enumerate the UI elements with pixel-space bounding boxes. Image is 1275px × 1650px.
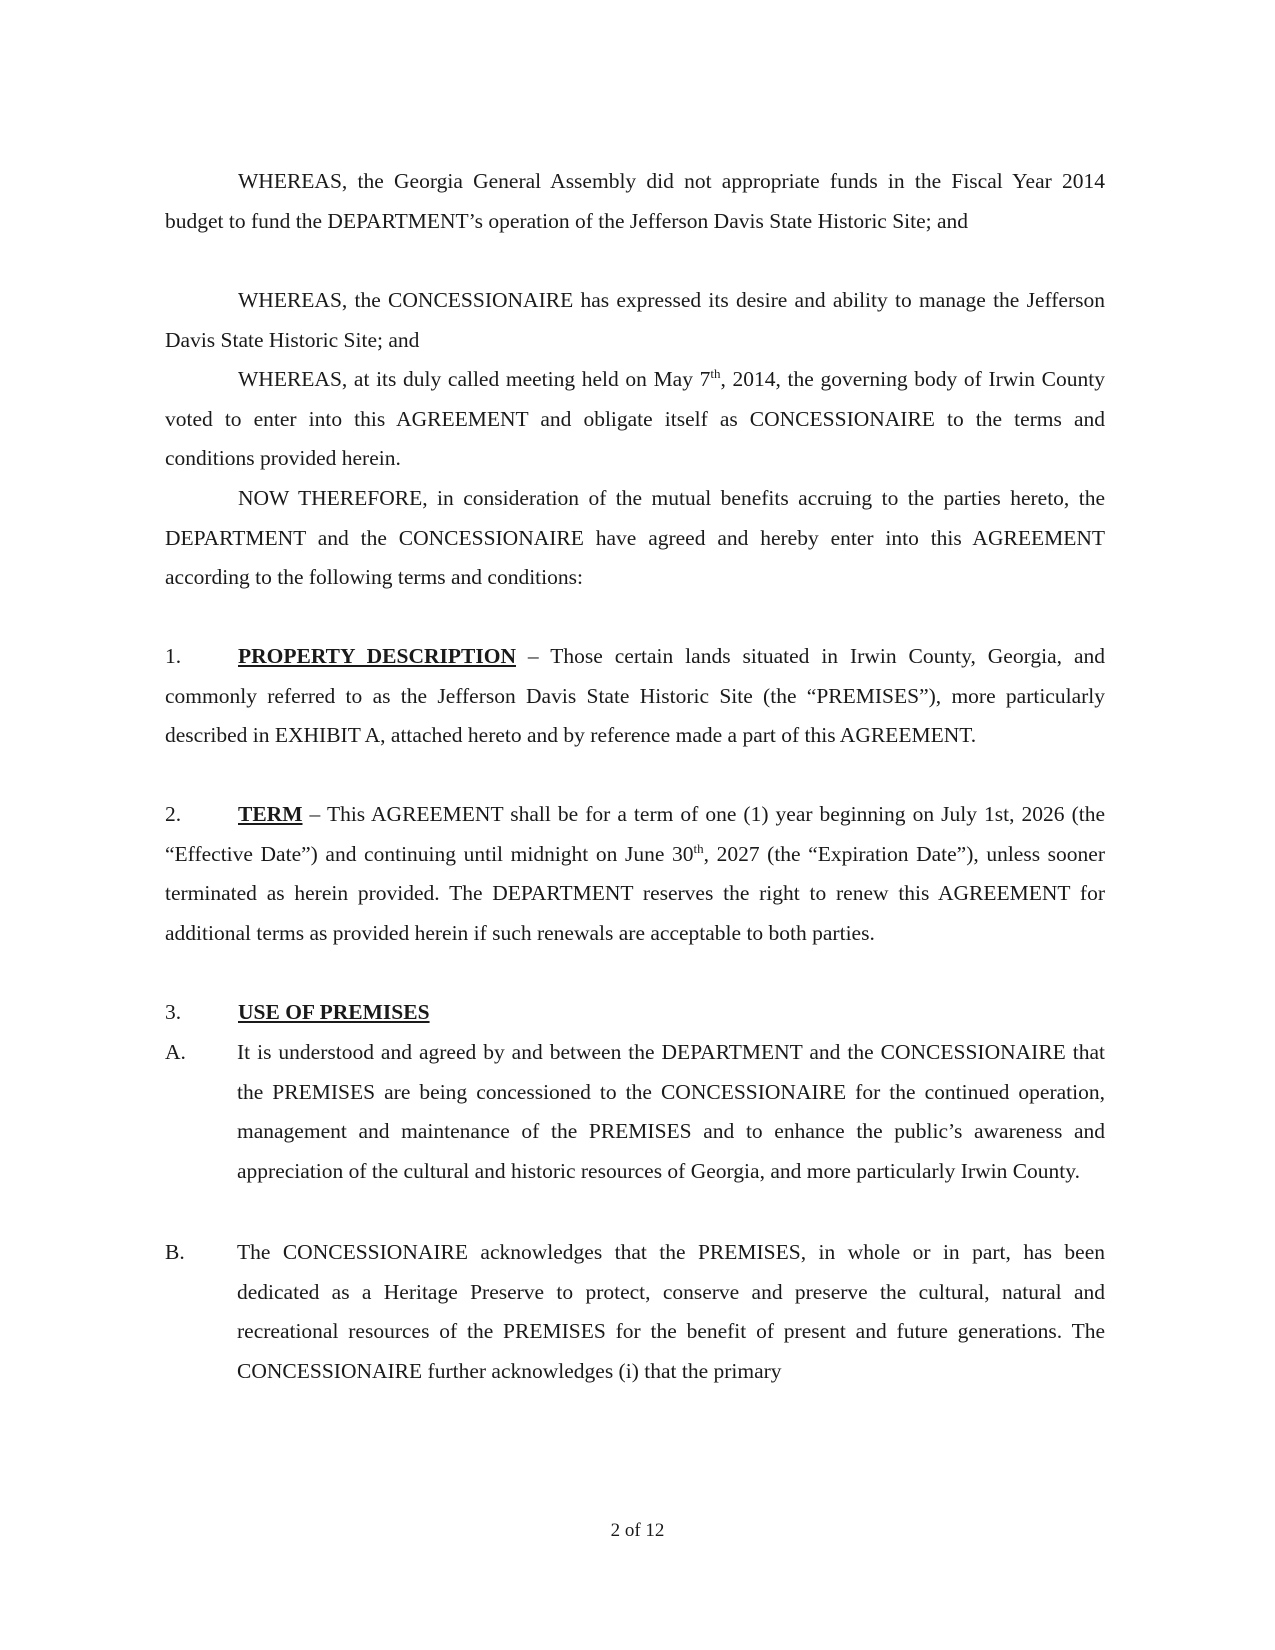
section-body-b: , 2027 (the “Expiration Date”), unless sooner terminated as herein provided. The DEPARTMENT reserves the right to renew this AGREEMENT for additional terms as provided herein if such renewals are acceptable to both parties. — [165, 841, 1105, 945]
whereas-meeting-paragraph — [165, 360, 1105, 479]
section-number: 3. — [165, 1000, 182, 1024]
whereas-meeting-text-a: WHEREAS, at its duly called meeting held on May 7 — [238, 367, 711, 391]
whereas-funding-paragraph: WHEREAS, the Georgia General Assembly did not appropriate funds in the Fiscal Year 2014 budget to fund the DEPARTMENT’s operation of the Jefferson Davis State Historic Site; and — [165, 169, 1105, 233]
subsection-label: A. — [165, 1040, 186, 1064]
subsection-label: B. — [165, 1240, 185, 1264]
section-property-description — [165, 637, 1105, 756]
subsection-text: It is understood and agreed by and between the DEPARTMENT and the CONCESSIONAIRE that the PREMISES are being concessioned to the CONCESSIONAIRE for the continued operation, management and maintenance of the PREMISES and to enhance the public’s awareness and appreciation of the cultural and historic resources of Georgia, and more particularly Irwin County. — [237, 1040, 1105, 1183]
section-heading: USE OF PREMISES — [238, 1000, 430, 1024]
section-body-a: – This AGREEMENT shall be for a term of one (1) year beginning on July 1st, 2026 (the “Effective Date”) and continuing until midnight on June 30 — [165, 802, 1105, 866]
ordinal-suffix: th — [710, 365, 721, 381]
page-number: 2 of 12 — [610, 1520, 665, 1541]
section-body: – Those certain lands situated in Irwin County, Georgia, and commonly referred to as the Jefferson Davis State Historic Site (the “PREMISES”), more particularly described in EXHIBIT A, attached hereto and by reference made a part of this AGREEMENT. — [165, 644, 1105, 747]
whereas-meeting-text-b: , 2014, the governing body of Irwin County voted to enter into this AGREEMENT and obligate itself as CONCESSIONAIRE to the terms and conditions provided herein. — [165, 367, 1105, 470]
section-number: 1. — [165, 644, 182, 668]
section-number: 2. — [165, 802, 182, 826]
section-heading: PROPERTY DESCRIPTION — [238, 644, 516, 668]
now-therefore-paragraph: NOW THEREFORE, in consideration of the mutual benefits accruing to the parties hereto, the DEPARTMENT and the CONCESSIONAIRE have agreed and hereby enter into this AGREEMENT according to the following terms and conditions: — [165, 486, 1105, 589]
whereas-desire-paragraph: WHEREAS, the CONCESSIONAIRE has expressed its desire and ability to manage the Jefferson Davis State Historic Site; and — [165, 288, 1105, 352]
section-use-of-premises — [165, 993, 1105, 1033]
subsection-text: The CONCESSIONAIRE acknowledges that the PREMISES, in whole or in part, has been dedicated as a Heritage Preserve to protect, conserve and preserve the cultural, natural and recreational resources of the PREMISES for the benefit of present and future generations. The CONCESSIONAIRE further acknowledges (i) that the primary — [237, 1240, 1105, 1383]
subsection-b — [165, 1233, 1105, 1391]
section-term — [165, 795, 1105, 953]
ordinal-suffix: th — [693, 840, 704, 856]
subsection-a — [165, 1033, 1105, 1191]
section-heading: TERM — [238, 802, 303, 826]
